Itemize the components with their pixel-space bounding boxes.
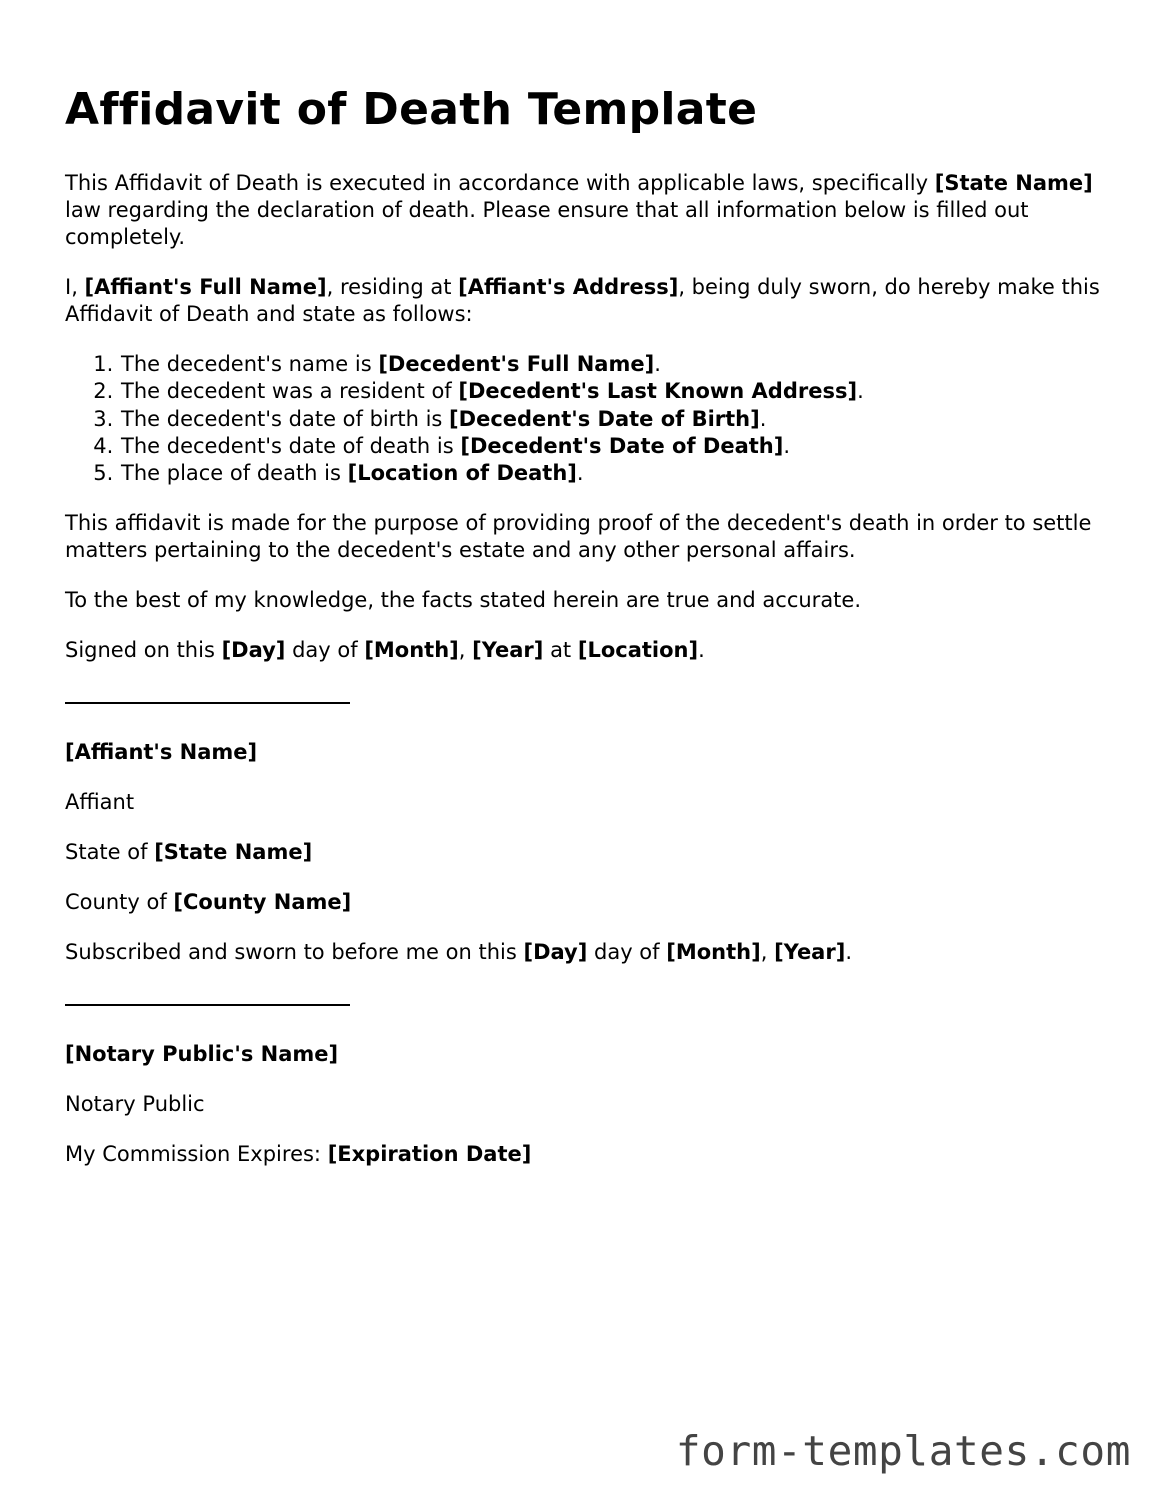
list-item: 3. The decedent's date of birth is [Decedent's Date of Birth].: [120, 406, 1105, 433]
decedent-birth-date-field: [Decedent's Date of Birth]: [449, 406, 760, 431]
decedent-address-field: [Decedent's Last Known Address]: [458, 379, 858, 404]
death-location-field: [Location of Death]: [347, 461, 577, 486]
declaration-paragraph: I, [Affiant's Full Name], residing at [Affiant's Address], being duly sworn, do hereby make this Affidavit of Death and state as follows:: [65, 275, 1100, 326]
notary-name: [Notary Public's Name]: [65, 1042, 339, 1067]
purpose-paragraph: This affidavit is made for the purpose of providing proof of the decedent's death in order to settle matters pertaining to the decedent's estate and any other personal affairs.: [65, 511, 1092, 563]
sworn-day-field: [Day]: [523, 940, 588, 965]
facts-list: [65, 351, 1105, 487]
affiant-name: [Affiant's Name]: [65, 740, 258, 765]
list-item: 2. The decedent was a resident of [Decedent's Last Known Address].: [120, 378, 1105, 405]
affiant-signature-line: [65, 702, 350, 704]
signed-location-field: [Location]: [577, 638, 699, 663]
affiant-role: Affiant: [65, 790, 135, 815]
signed-day-field: [Day]: [221, 638, 286, 663]
sworn-year-field: [Year]: [774, 940, 846, 965]
sworn-month-field: [Month]: [666, 940, 761, 965]
document: [65, 80, 1105, 1191]
state-field: [State Name]: [154, 840, 313, 865]
notary-signature-line: [65, 1004, 350, 1006]
signed-line: Signed on this [Day] day of [Month], [Year] at [Location].: [65, 638, 705, 663]
decedent-death-date-field: [Decedent's Date of Death]: [460, 433, 784, 458]
page-title: Affidavit of Death Template: [65, 84, 758, 135]
intro-paragraph: This Affidavit of Death is executed in accordance with applicable laws, specifically [State Name] law regarding the declaration of death. Please ensure that all information below is filled out completely.: [65, 171, 1093, 249]
state-line: State of [State Name]: [65, 840, 313, 865]
county-line: County of [County Name]: [65, 890, 352, 915]
signed-year-field: [Year]: [472, 638, 544, 663]
county-field: [County Name]: [173, 890, 352, 915]
commission-line: My Commission Expires: [Expiration Date]: [65, 1142, 532, 1167]
decedent-full-name-field: [Decedent's Full Name]: [378, 352, 655, 376]
list-item: 5. The place of death is [Location of Death].: [120, 460, 1105, 487]
notary-role: Notary Public: [65, 1092, 205, 1117]
list-item: 4. The decedent's date of death is [Decedent's Date of Death].: [120, 433, 1105, 460]
truth-statement: To the best of my knowledge, the facts stated herein are true and accurate.: [65, 588, 862, 613]
sworn-line: Subscribed and sworn to before me on this [Day] day of [Month], [Year].: [65, 940, 852, 965]
affiant-address-field: [Affiant's Address]: [458, 275, 679, 299]
state-name-field: [State Name]: [934, 171, 1093, 195]
affiant-full-name-field: [Affiant's Full Name]: [84, 275, 327, 299]
watermark: form-templates.com: [675, 1427, 1131, 1475]
list-item: 1. The decedent's name is [Decedent's Full Name].: [120, 351, 1105, 378]
signed-month-field: [Month]: [364, 638, 459, 663]
expiration-date-field: [Expiration Date]: [327, 1142, 532, 1167]
